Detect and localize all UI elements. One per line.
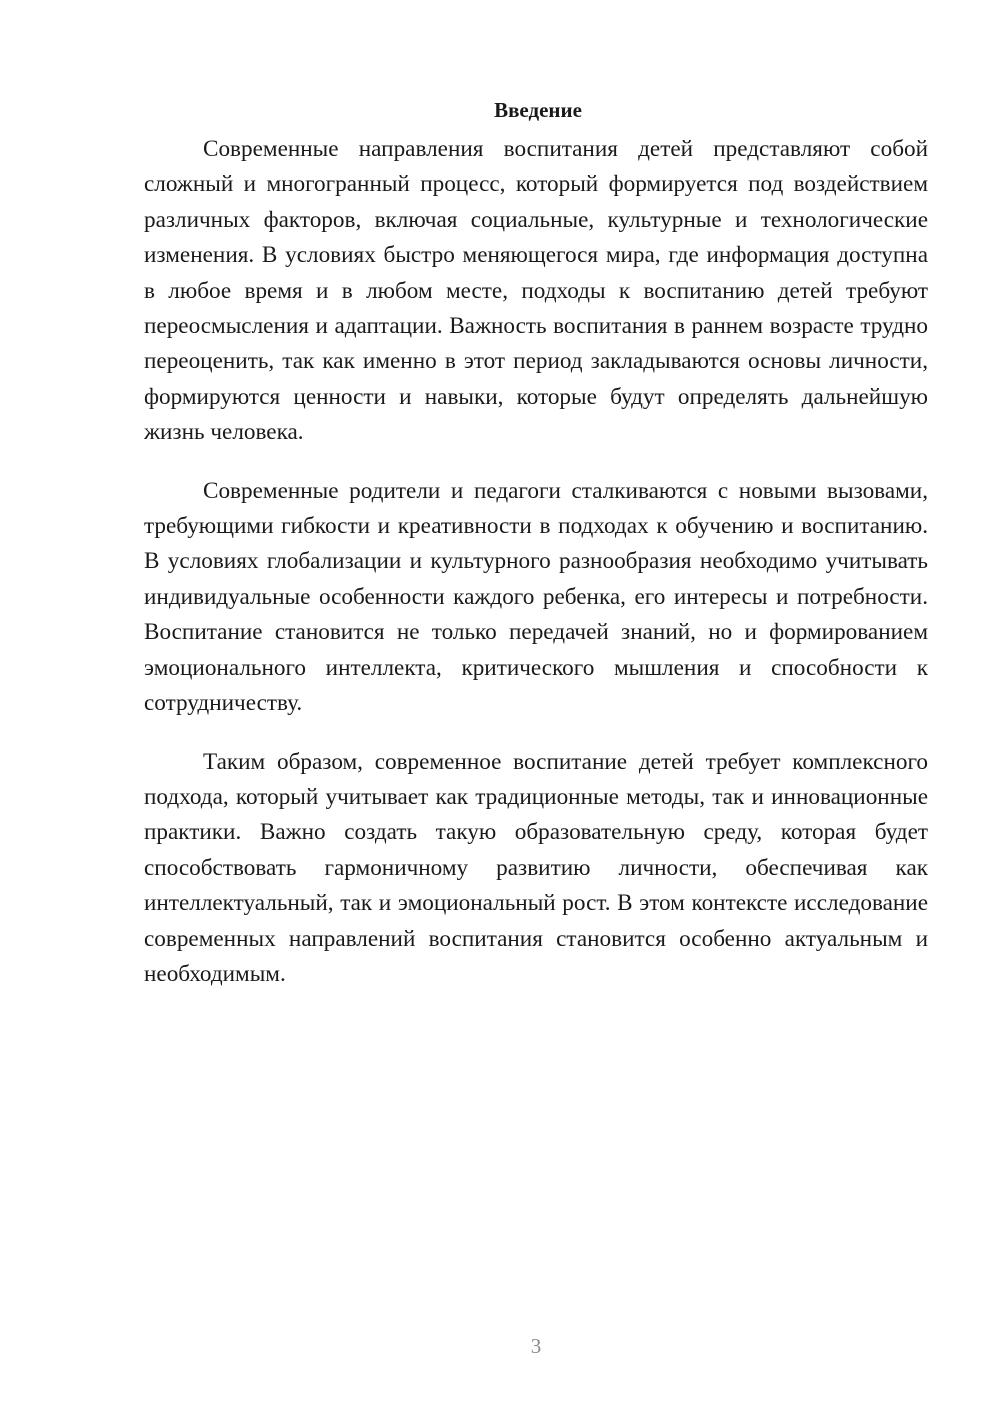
page-number: 3 xyxy=(530,1334,542,1358)
page-content xyxy=(144,92,928,1015)
paragraph-1: Современные направления воспитания детей представляют собой сложный и многогранный процесс, который формируется под воздействием различных факторов, включая социальные, культурные и технологические изменения. В условиях быстро меняющегося мира, где информация доступна в любое время и в любом месте, подходы к воспитанию детей требуют переосмысления и адаптации. Важность воспитания в раннем возрасте трудно переоценить, так как именно в этот период закладываются основы личности, формируются ценности и навыки, которые будут определять дальнейшую жизнь человека. xyxy=(144,136,928,446)
paragraph-2: Современные родители и педагоги сталкиваются с новыми вызовами, требующими гибкости и креативности в подходах к обучению и воспитанию. В условиях глобализации и культурного разнообразия необходимо учитывать индивидуальные особенности каждого ребенка, его интересы и потребности. Воспитание становится не только передачей знаний, но и формированием эмоционального интеллекта, критического мышления и способности к сотрудничеству. xyxy=(144,477,928,717)
paragraph-3: Таким образом, современное воспитание детей требует комплексного подхода, который учитывает как традиционные методы, так и инновационные практики. Важно создать такую образовательную среду, которая будет способствовать гармоничному развитию личности, обеспечивая как интеллектуальный, так и эмоциональный рост. В этом контексте исследование современных направлений воспитания становится особенно актуальным и необходимым. xyxy=(144,748,928,987)
section-heading: Введение xyxy=(494,98,582,122)
